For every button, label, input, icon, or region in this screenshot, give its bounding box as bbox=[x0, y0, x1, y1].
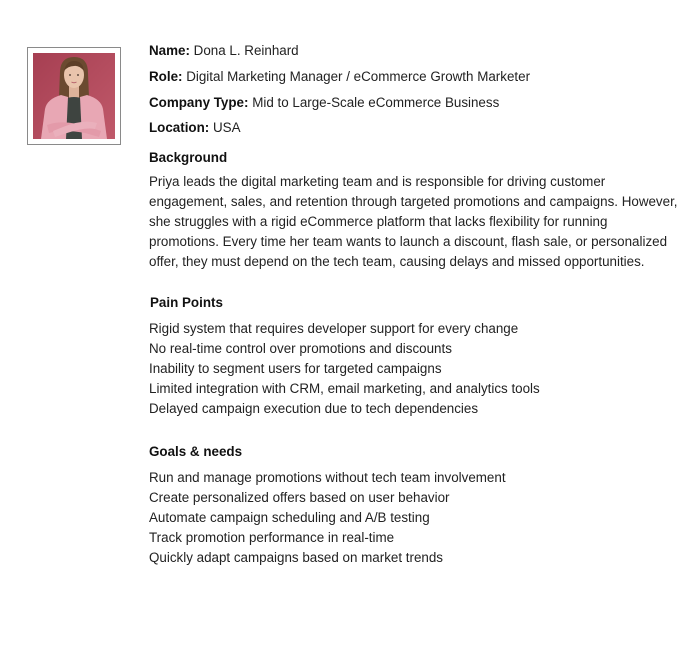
background-text: Priya leads the digital marketing team and is responsible for driving customer engagement, sales, and retention through targeted promotions and campaigns. However, she struggles with a rigid eCommerce platform that lacks flexibility for running promotions. Every time her team wants to launch a discount, flash sale, or personalized offer, they must depend on the tech team, causing delays and missed opportunities. bbox=[149, 174, 678, 270]
list-item: Inability to segment users for targeted campaigns bbox=[149, 361, 442, 377]
pain-points-list bbox=[149, 319, 679, 419]
persona-details bbox=[149, 42, 679, 568]
location-value: USA bbox=[213, 120, 241, 136]
list-item: Quickly adapt campaigns based on market trends bbox=[149, 550, 444, 566]
list-item: Run and manage promotions without tech team involvement bbox=[149, 470, 506, 486]
list-item: Limited integration with CRM, email marketing, and analytics tools bbox=[149, 381, 540, 397]
role-value: Digital Marketing Manager / eCommerce Growth Marketer bbox=[186, 68, 531, 84]
role-field bbox=[149, 68, 679, 85]
list-item: Create personalized offers based on user behavior bbox=[149, 490, 450, 506]
list-item: Delayed campaign execution due to tech dependencies bbox=[149, 401, 479, 417]
name-field bbox=[149, 42, 679, 59]
goals-heading: Goals & needs bbox=[149, 444, 243, 460]
list-item: Rigid system that requires developer support for every change bbox=[149, 321, 519, 337]
name-value: Dona L. Reinhard bbox=[193, 43, 299, 58]
location-label: Location: bbox=[149, 120, 210, 136]
location-field bbox=[149, 119, 679, 136]
list-item: No real-time control over promotions and discounts bbox=[149, 341, 452, 357]
goals-list bbox=[149, 468, 679, 568]
portrait-photo-icon bbox=[33, 53, 115, 139]
profile-photo bbox=[27, 47, 121, 145]
role-label: Role: bbox=[149, 68, 183, 84]
company-type-value: Mid to Large-Scale eCommerce Business bbox=[252, 94, 500, 110]
list-item: Track promotion performance in real-time bbox=[149, 530, 395, 546]
pain-points-heading: Pain Points bbox=[150, 295, 223, 311]
list-item: Automate campaign scheduling and A/B testing bbox=[149, 510, 430, 526]
background-heading: Background bbox=[149, 150, 228, 166]
name-label: Name: bbox=[149, 43, 190, 58]
company-type-field bbox=[149, 94, 679, 111]
company-type-label: Company Type: bbox=[149, 94, 249, 110]
